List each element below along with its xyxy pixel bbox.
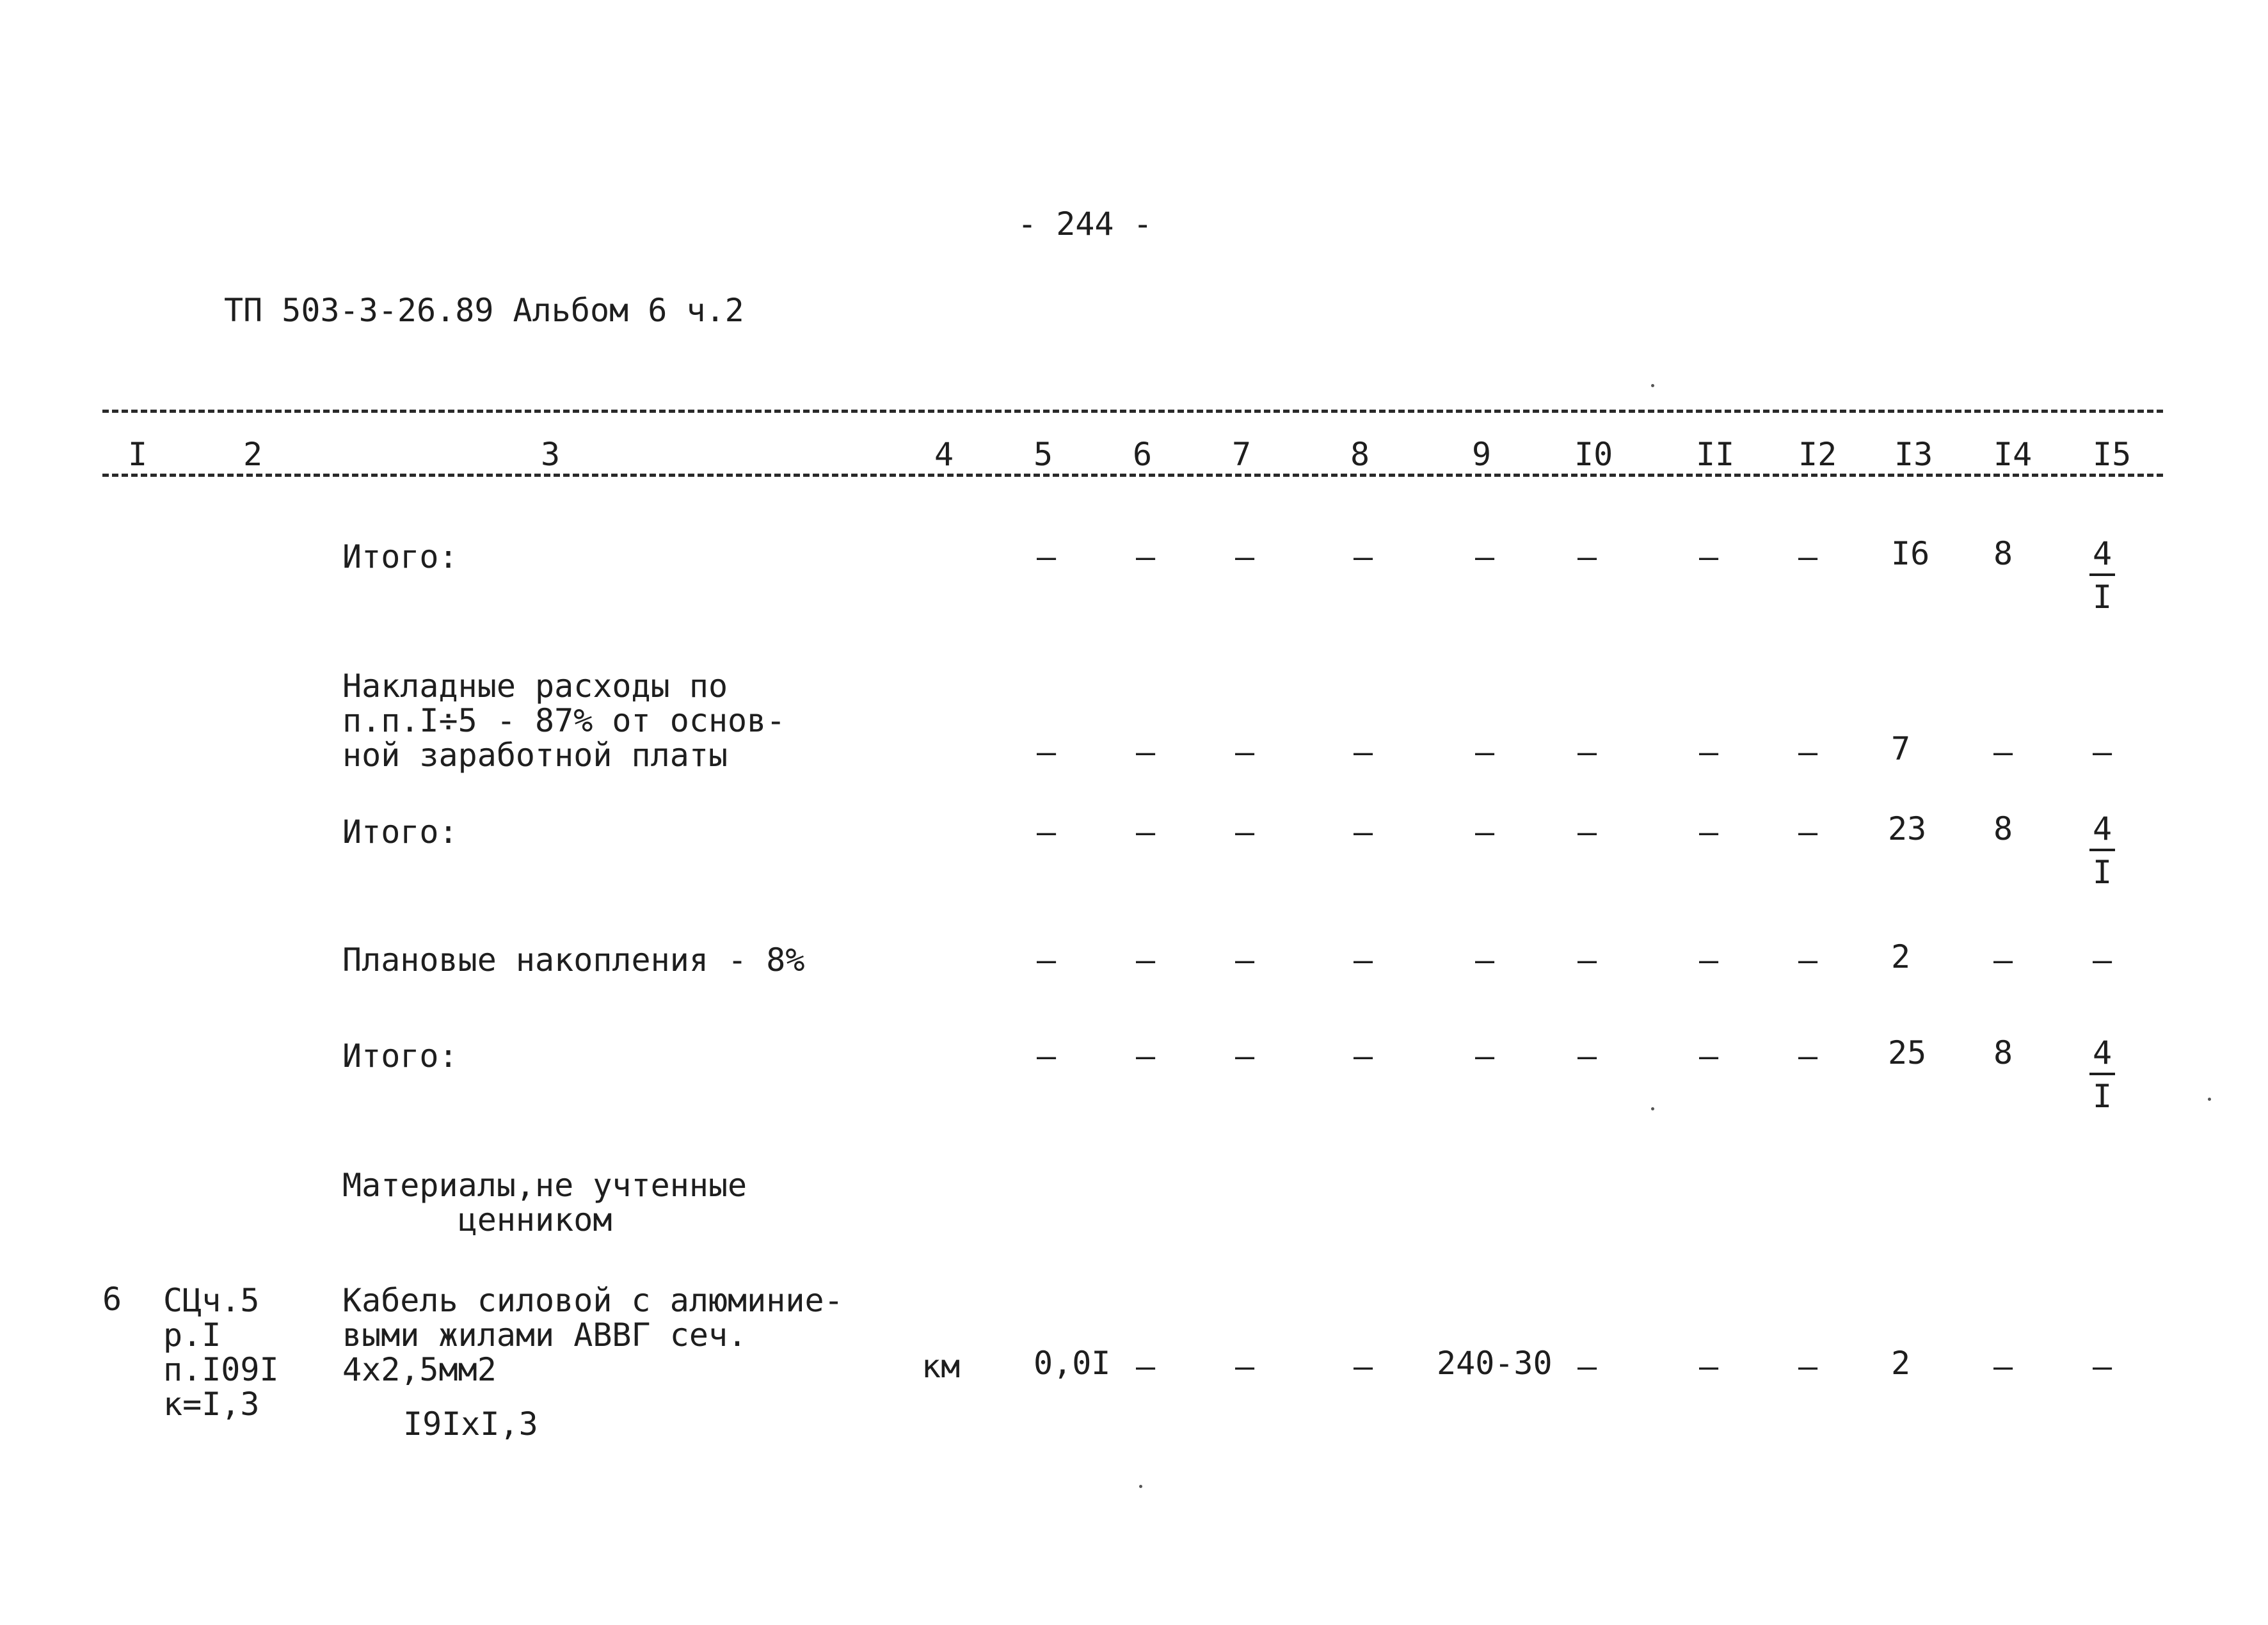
cell-c5: – xyxy=(1037,941,1057,979)
cell-c12: – xyxy=(1798,538,1818,575)
col-header-5: 5 xyxy=(1034,436,1053,473)
fraction-denominator: I xyxy=(2092,854,2112,891)
cell-quantity: 0,0I xyxy=(1034,1345,1111,1382)
cell-c12: – xyxy=(1798,733,1818,771)
fraction-numerator: 4 xyxy=(2092,1034,2112,1071)
col-header-8: 8 xyxy=(1350,436,1370,473)
cell-c13: 2 xyxy=(1891,1345,1911,1382)
col-header-1: I xyxy=(128,436,148,473)
cell-c9: – xyxy=(1475,813,1495,851)
cell-c9: – xyxy=(1475,538,1495,575)
cell-c14: – xyxy=(1993,941,2013,979)
cell-c5: – xyxy=(1037,538,1057,575)
col-header-7: 7 xyxy=(1232,436,1252,473)
cell-c11: – xyxy=(1699,1348,1719,1385)
col-header-11: II xyxy=(1696,436,1735,473)
col-header-4: 4 xyxy=(934,436,954,473)
cell-c10: – xyxy=(1577,1037,1597,1075)
col-header-12: I2 xyxy=(1798,436,1837,473)
cell-c8: – xyxy=(1354,1348,1373,1385)
scan-speck xyxy=(1651,1107,1654,1110)
fraction-denominator: I xyxy=(2092,1078,2112,1115)
fraction-bar xyxy=(2089,573,2115,576)
materials-heading: Материалы,не учтенные ценником xyxy=(342,1167,747,1238)
row-label: Итого: xyxy=(342,1037,458,1075)
row-label: Накладные расходы по п.п.I÷5 - 87% от основ- ной заработной платы xyxy=(342,668,786,774)
cell-c15-fraction xyxy=(2083,1034,2121,1115)
cell-c13: 2 xyxy=(1891,938,1911,975)
scan-speck xyxy=(2208,1098,2211,1101)
cell-c10: – xyxy=(1577,813,1597,851)
fraction-bar xyxy=(2089,849,2115,851)
cell-c8: – xyxy=(1354,733,1373,771)
col-header-2: 2 xyxy=(243,436,263,473)
cell-c9: – xyxy=(1475,1037,1495,1075)
cell-c5: – xyxy=(1037,813,1057,851)
cell-c13: 23 xyxy=(1888,810,1927,847)
col-header-13: I3 xyxy=(1894,436,1933,473)
cell-c10: – xyxy=(1577,538,1597,575)
cell-c14: – xyxy=(1993,733,2013,771)
cell-c11: – xyxy=(1699,538,1719,575)
cell-c11: – xyxy=(1699,813,1719,851)
cell-c12: – xyxy=(1798,941,1818,979)
cell-c8: – xyxy=(1354,1037,1373,1075)
cell-c6: – xyxy=(1136,1037,1156,1075)
cell-c12: – xyxy=(1798,813,1818,851)
cell-c14: 8 xyxy=(1993,535,2013,572)
cell-c15: – xyxy=(2093,941,2112,979)
col-header-6: 6 xyxy=(1133,436,1153,473)
fraction-numerator: 4 xyxy=(2092,810,2112,847)
cell-c10: – xyxy=(1577,941,1597,979)
cell-c6: – xyxy=(1136,733,1156,771)
cell-unit: км xyxy=(922,1348,961,1385)
cell-c6: – xyxy=(1136,1348,1156,1385)
item-number: 6 xyxy=(102,1281,122,1318)
scan-speck xyxy=(1139,1485,1142,1488)
cell-c7: – xyxy=(1235,941,1255,979)
cell-c13: 25 xyxy=(1888,1034,1927,1071)
header-rule-top xyxy=(102,410,2163,413)
cell-c8: – xyxy=(1354,538,1373,575)
cell-c15-fraction xyxy=(2083,535,2121,616)
col-header-10: I0 xyxy=(1574,436,1613,473)
cell-c14: – xyxy=(1993,1348,2013,1385)
document-header: ТП 503-3-26.89 Альбом 6 ч.2 xyxy=(224,292,744,329)
cell-c7: – xyxy=(1235,733,1255,771)
cell-c7: – xyxy=(1235,1037,1255,1075)
cell-c12: – xyxy=(1798,1348,1818,1385)
scan-speck xyxy=(1651,384,1654,387)
cell-c5: – xyxy=(1037,733,1057,771)
cell-c8: – xyxy=(1354,941,1373,979)
cell-c12: – xyxy=(1798,1037,1818,1075)
item-calculation: I9IхI,3 xyxy=(403,1405,538,1443)
cell-c15-fraction xyxy=(2083,810,2121,891)
col-header-9: 9 xyxy=(1472,436,1492,473)
cell-c11: – xyxy=(1699,1037,1719,1075)
cell-c7: – xyxy=(1235,538,1255,575)
cell-c8: – xyxy=(1354,813,1373,851)
col-header-14: I4 xyxy=(1993,436,2032,473)
fraction-denominator: I xyxy=(2092,579,2112,616)
cell-c7: – xyxy=(1235,813,1255,851)
row-label: Итого: xyxy=(342,813,458,851)
cell-c6: – xyxy=(1136,941,1156,979)
cell-c9: – xyxy=(1475,941,1495,979)
page-number: - 244 - xyxy=(1018,205,1153,243)
cell-c7: – xyxy=(1235,1348,1255,1385)
item-code: СЦч.5 р.I п.I09I к=I,3 xyxy=(163,1282,279,1423)
fraction-numerator: 4 xyxy=(2092,535,2112,572)
header-rule-bottom xyxy=(102,474,2163,477)
cell-c15: – xyxy=(2093,1348,2112,1385)
cell-c5: – xyxy=(1037,1037,1057,1075)
cell-c13: 7 xyxy=(1891,730,1911,767)
row-label: Плановые накопления - 8% xyxy=(342,941,805,979)
col-header-15: I5 xyxy=(2093,436,2132,473)
cell-c14: 8 xyxy=(1993,1034,2013,1071)
col-header-3: 3 xyxy=(541,436,561,473)
cell-c6: – xyxy=(1136,538,1156,575)
cell-c10: – xyxy=(1577,1348,1597,1385)
cell-c14: 8 xyxy=(1993,810,2013,847)
cell-c9: 240-30 xyxy=(1437,1345,1553,1382)
cell-c15: – xyxy=(2093,733,2112,771)
item-description: Кабель силовой с алюминие- выми жилами АВВГ сеч. 4х2,5мм2 xyxy=(342,1282,843,1388)
cell-c9: – xyxy=(1475,733,1495,771)
cell-c11: – xyxy=(1699,941,1719,979)
fraction-bar xyxy=(2089,1073,2115,1075)
cell-c11: – xyxy=(1699,733,1719,771)
cell-c13: I6 xyxy=(1891,535,1930,572)
cell-c10: – xyxy=(1577,733,1597,771)
cell-c6: – xyxy=(1136,813,1156,851)
row-label: Итого: xyxy=(342,538,458,575)
